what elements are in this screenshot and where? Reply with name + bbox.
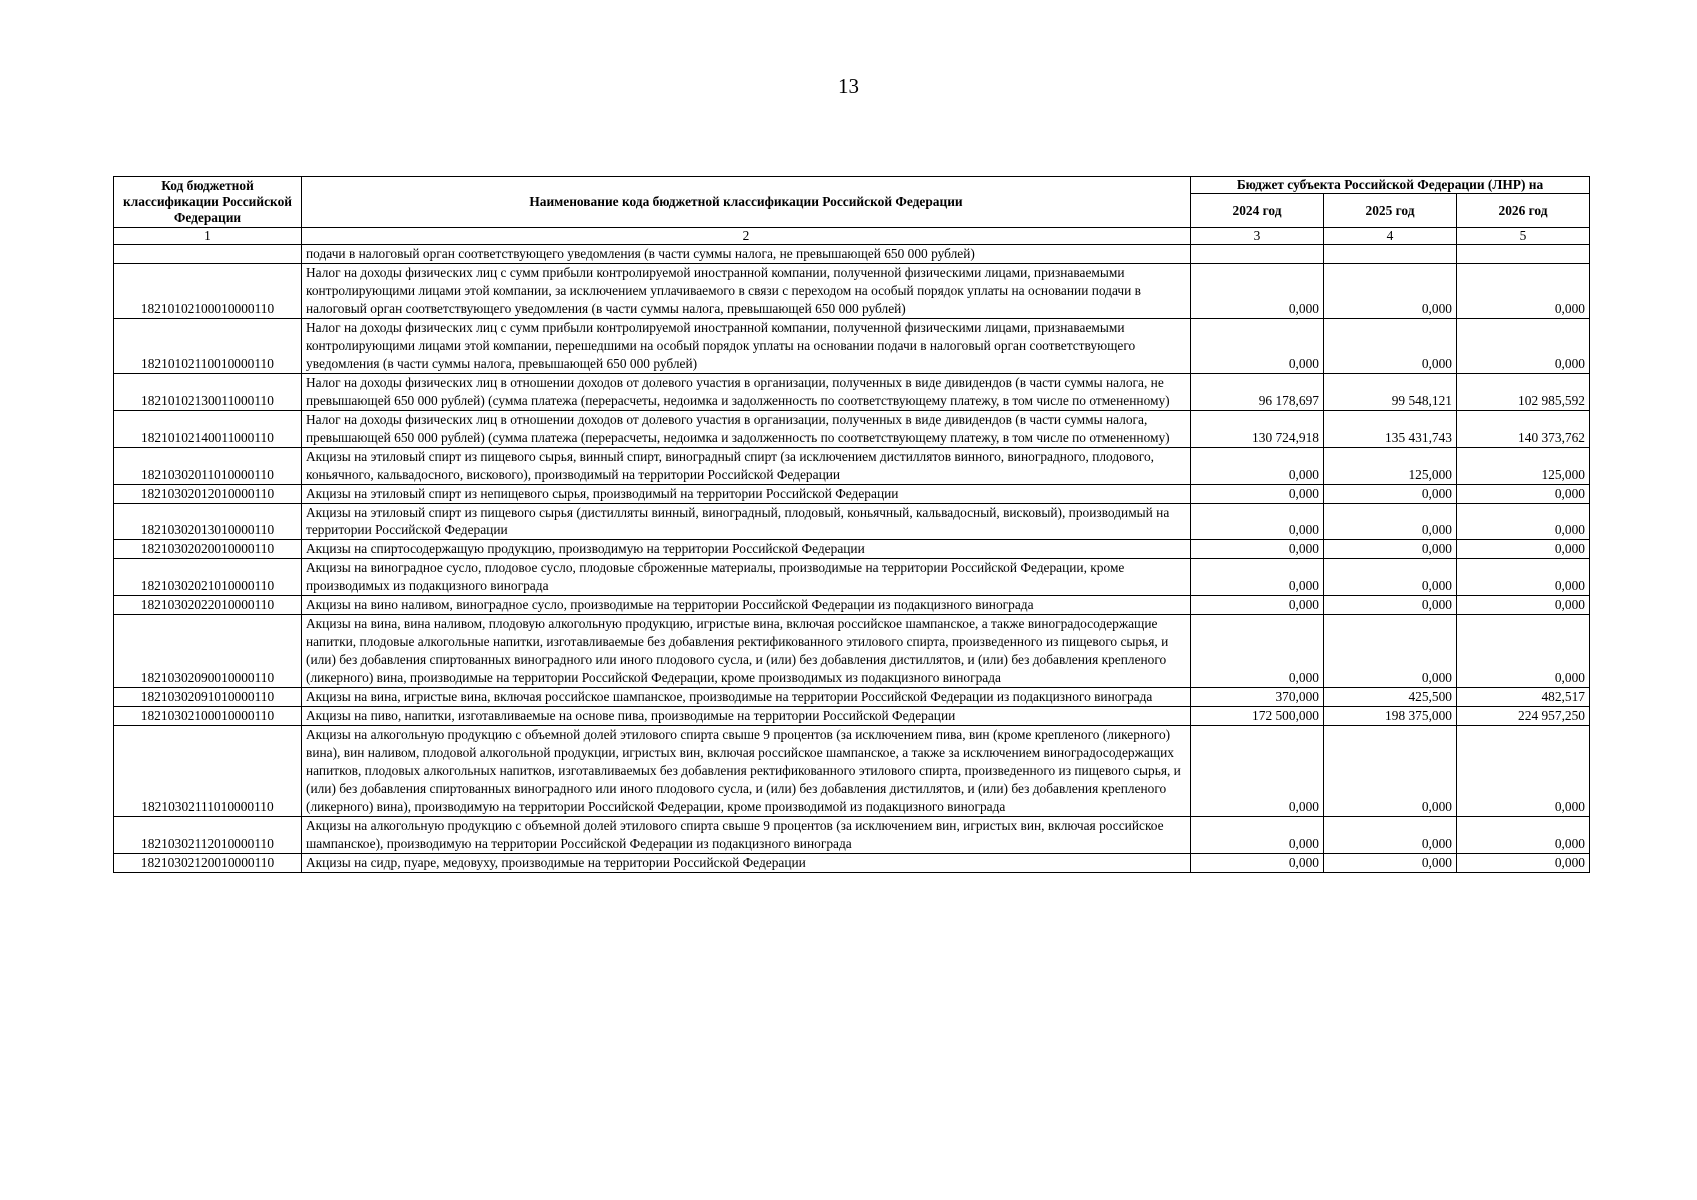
column-index: 5: [1457, 228, 1590, 245]
table-row: [114, 447, 1590, 484]
value-2026-cell: 0,000: [1457, 503, 1590, 540]
value-2026-cell: 0,000: [1457, 596, 1590, 615]
value-2024-cell: 0,000: [1191, 447, 1324, 484]
value-2025-cell: [1324, 245, 1457, 264]
table-row: [114, 410, 1590, 447]
value-2025-cell: 99 548,121: [1324, 373, 1457, 410]
value-2026-cell: 0,000: [1457, 540, 1590, 559]
value-2024-cell: 0,000: [1191, 596, 1324, 615]
budget-name-cell: Налог на доходы физических лиц в отношении доходов от долевого участия в организации, полученных в виде дивидендов (в части суммы налога, не превышающей 650 000 рублей) (сумма платежа (перерасчеты, недоимка и задолженность по соответствующему платежу, в том числе по отмененному): [302, 373, 1191, 410]
value-2024-cell: 0,000: [1191, 725, 1324, 816]
value-2025-cell: 135 431,743: [1324, 410, 1457, 447]
budget-name-cell: Налог на доходы физических лиц с сумм прибыли контролируемой иностранной компании, полученной физическими лицами, признаваемыми контролирующими лицами этой компании, за исключением уплачиваемого в связи с переходом на особый порядок уплаты на основании подачи в налоговый орган соответствующего уведомления (в части суммы налога, превышающей 650 000 рублей): [302, 264, 1191, 319]
table-row: [114, 484, 1590, 503]
budget-name-cell: Акцизы на пиво, напитки, изготавливаемые на основе пива, производимые на территории Российской Федерации: [302, 706, 1191, 725]
budget-name-cell: Налог на доходы физических лиц в отношении доходов от долевого участия в организации, полученных в виде дивидендов (в части суммы налога, превышающей 650 000 рублей) (сумма платежа (перерасчеты, недоимка и задолженность по соответствующему платежу, в том числе по отмененному): [302, 410, 1191, 447]
budget-code-cell: 18210302022010000110: [114, 596, 302, 615]
table-row: [114, 615, 1590, 688]
budget-code-cell: 18210302112010000110: [114, 816, 302, 853]
budget-code-cell: 18210302111010000110: [114, 725, 302, 816]
column-index: 3: [1191, 228, 1324, 245]
budget-code-cell: 18210302120010000110: [114, 853, 302, 872]
value-2024-cell: 172 500,000: [1191, 706, 1324, 725]
budget-code-cell: 18210302012010000110: [114, 484, 302, 503]
value-2025-cell: 0,000: [1324, 596, 1457, 615]
budget-code-cell: 18210302091010000110: [114, 688, 302, 707]
header-code: Код бюджетной классификации Российской Федерации: [114, 177, 302, 228]
value-2025-cell: 198 375,000: [1324, 706, 1457, 725]
budget-name-cell: Акцизы на этиловый спирт из пищевого сырья (дистилляты винный, виноградный, плодовый, коньячный, кальвадосный, висковый), производимый на территории Российской Федерации: [302, 503, 1191, 540]
budget-code-cell: 18210302021010000110: [114, 559, 302, 596]
header-name: Наименование кода бюджетной классификации Российской Федерации: [302, 177, 1191, 228]
value-2026-cell: 0,000: [1457, 725, 1590, 816]
value-2025-cell: 0,000: [1324, 559, 1457, 596]
budget-name-cell: Акцизы на алкогольную продукцию с объемной долей этилового спирта свыше 9 процентов (за исключением пива, вин (кроме крепленого (ликерного) вина), вин наливом, плодовой алкогольной продукции, игристых вин, включая российское шампанское, а также за исключением виноградосодержащих напитков, плодовых алкогольных напитков, изготавливаемых без добавления ректификованного этилового спирта, произведенного из пищевого сырья, и (или) без добавления спиртованных виноградного или иного плодового сусла, и (или) без добавления дистиллятов, и (или) без добавления крепленого (ликерного) вина), производимую на территории Российской Федерации, кроме производимой из подакцизного винограда: [302, 725, 1191, 816]
value-2025-cell: 0,000: [1324, 540, 1457, 559]
column-index: 2: [302, 228, 1191, 245]
table-row: [114, 596, 1590, 615]
budget-name-cell: Акцизы на спиртосодержащую продукцию, производимую на территории Российской Федерации: [302, 540, 1191, 559]
value-2025-cell: 0,000: [1324, 503, 1457, 540]
budget-name-cell: Акцизы на вино наливом, виноградное сусло, производимые на территории Российской Федерации из подакцизного винограда: [302, 596, 1191, 615]
budget-name-cell: Акцизы на этиловый спирт из непищевого сырья, производимый на территории Российской Федерации: [302, 484, 1191, 503]
table-row: [114, 853, 1590, 872]
value-2026-cell: 482,517: [1457, 688, 1590, 707]
value-2024-cell: 0,000: [1191, 853, 1324, 872]
table-row: [114, 540, 1590, 559]
value-2024-cell: 130 724,918: [1191, 410, 1324, 447]
value-2025-cell: 0,000: [1324, 264, 1457, 319]
page-number: 13: [838, 74, 859, 98]
table-row: [114, 264, 1590, 319]
value-2024-cell: 96 178,697: [1191, 373, 1324, 410]
header-year-2026: 2026 год: [1457, 194, 1590, 228]
header-year-2024: 2024 год: [1191, 194, 1324, 228]
value-2025-cell: 0,000: [1324, 725, 1457, 816]
value-2024-cell: 0,000: [1191, 540, 1324, 559]
budget-name-cell: Акцизы на виноградное сусло, плодовое сусло, плодовые сброженные материалы, производимые на территории Российской Федерации, кроме производимых из подакцизного винограда: [302, 559, 1191, 596]
value-2024-cell: 0,000: [1191, 264, 1324, 319]
value-2025-cell: 125,000: [1324, 447, 1457, 484]
budget-name-cell: Налог на доходы физических лиц с сумм прибыли контролируемой иностранной компании, полученной физическими лицами, признаваемыми контролирующими лицами этой компании, перешедшими на особый порядок уплаты на основании подачи в налоговый орган соответствующего уведомления (в части суммы налога, превышающей 650 000 рублей): [302, 318, 1191, 373]
budget-table: [113, 176, 1590, 873]
value-2026-cell: 0,000: [1457, 853, 1590, 872]
header-budget-group: Бюджет субъекта Российской Федерации (ЛНР) на: [1191, 177, 1590, 194]
value-2026-cell: 0,000: [1457, 615, 1590, 688]
budget-code-cell: 18210102110010000110: [114, 318, 302, 373]
value-2025-cell: 0,000: [1324, 318, 1457, 373]
table-row: [114, 318, 1590, 373]
value-2026-cell: 125,000: [1457, 447, 1590, 484]
value-2025-cell: 0,000: [1324, 615, 1457, 688]
budget-name-cell: Акцизы на сидр, пуаре, медовуху, производимые на территории Российской Федерации: [302, 853, 1191, 872]
value-2026-cell: 0,000: [1457, 318, 1590, 373]
table-row: [114, 688, 1590, 707]
value-2024-cell: 0,000: [1191, 615, 1324, 688]
value-2024-cell: 0,000: [1191, 484, 1324, 503]
value-2024-cell: 370,000: [1191, 688, 1324, 707]
budget-code-cell: 18210302020010000110: [114, 540, 302, 559]
value-2026-cell: [1457, 245, 1590, 264]
value-2025-cell: 425,500: [1324, 688, 1457, 707]
header-year-2025: 2025 год: [1324, 194, 1457, 228]
value-2025-cell: 0,000: [1324, 853, 1457, 872]
table-row: [114, 725, 1590, 816]
table-row: [114, 245, 1590, 264]
value-2024-cell: [1191, 245, 1324, 264]
column-index: 4: [1324, 228, 1457, 245]
value-2024-cell: 0,000: [1191, 318, 1324, 373]
budget-code-cell: 18210302013010000110: [114, 503, 302, 540]
column-index: 1: [114, 228, 302, 245]
budget-code-cell: [114, 245, 302, 264]
value-2024-cell: 0,000: [1191, 503, 1324, 540]
value-2024-cell: 0,000: [1191, 559, 1324, 596]
budget-name-cell: Акцизы на вина, игристые вина, включая российское шампанское, производимые на территории Российской Федерации из подакцизного винограда: [302, 688, 1191, 707]
table-row: [114, 559, 1590, 596]
value-2025-cell: 0,000: [1324, 816, 1457, 853]
value-2025-cell: 0,000: [1324, 484, 1457, 503]
budget-code-cell: 18210302090010000110: [114, 615, 302, 688]
table-row: [114, 816, 1590, 853]
value-2026-cell: 102 985,592: [1457, 373, 1590, 410]
value-2026-cell: 140 373,762: [1457, 410, 1590, 447]
column-index-row: [114, 228, 1590, 245]
value-2026-cell: 0,000: [1457, 484, 1590, 503]
value-2026-cell: 0,000: [1457, 559, 1590, 596]
budget-code-cell: 18210302011010000110: [114, 447, 302, 484]
value-2024-cell: 0,000: [1191, 816, 1324, 853]
budget-code-cell: 18210102130011000110: [114, 373, 302, 410]
value-2026-cell: 224 957,250: [1457, 706, 1590, 725]
budget-code-cell: 18210102140011000110: [114, 410, 302, 447]
budget-name-cell: подачи в налоговый орган соответствующего уведомления (в части суммы налога, не превышающей 650 000 рублей): [302, 245, 1191, 264]
value-2026-cell: 0,000: [1457, 264, 1590, 319]
table-row: [114, 503, 1590, 540]
table-row: [114, 706, 1590, 725]
table-row: [114, 373, 1590, 410]
budget-name-cell: Акцизы на этиловый спирт из пищевого сырья, винный спирт, виноградный спирт (за исключением дистиллятов винного, виноградного, плодового, коньячного, кальвадосного, вискового), производимый на территории Российской Федерации: [302, 447, 1191, 484]
budget-code-cell: 18210302100010000110: [114, 706, 302, 725]
budget-name-cell: Акцизы на вина, вина наливом, плодовую алкогольную продукцию, игристые вина, включая российское шампанское, а также виноградосодержащие напитки, плодовые алкогольные напитки, изготавливаемые без добавления ректификованного этилового спирта, произведенного из пищевого сырья, и (или) без добавления спиртованных виноградного или иного плодового сусла, и (или) без добавления дистиллятов, и (или) без добавления крепленого (ликерного) вина, производимые на территории Российской Федерации, кроме производимых из подакцизного винограда: [302, 615, 1191, 688]
budget-code-cell: 18210102100010000110: [114, 264, 302, 319]
value-2026-cell: 0,000: [1457, 816, 1590, 853]
budget-name-cell: Акцизы на алкогольную продукцию с объемной долей этилового спирта свыше 9 процентов (за исключением вин, игристых вин, включая российское шампанское), производимую на территории Российской Федерации из подакцизного винограда: [302, 816, 1191, 853]
